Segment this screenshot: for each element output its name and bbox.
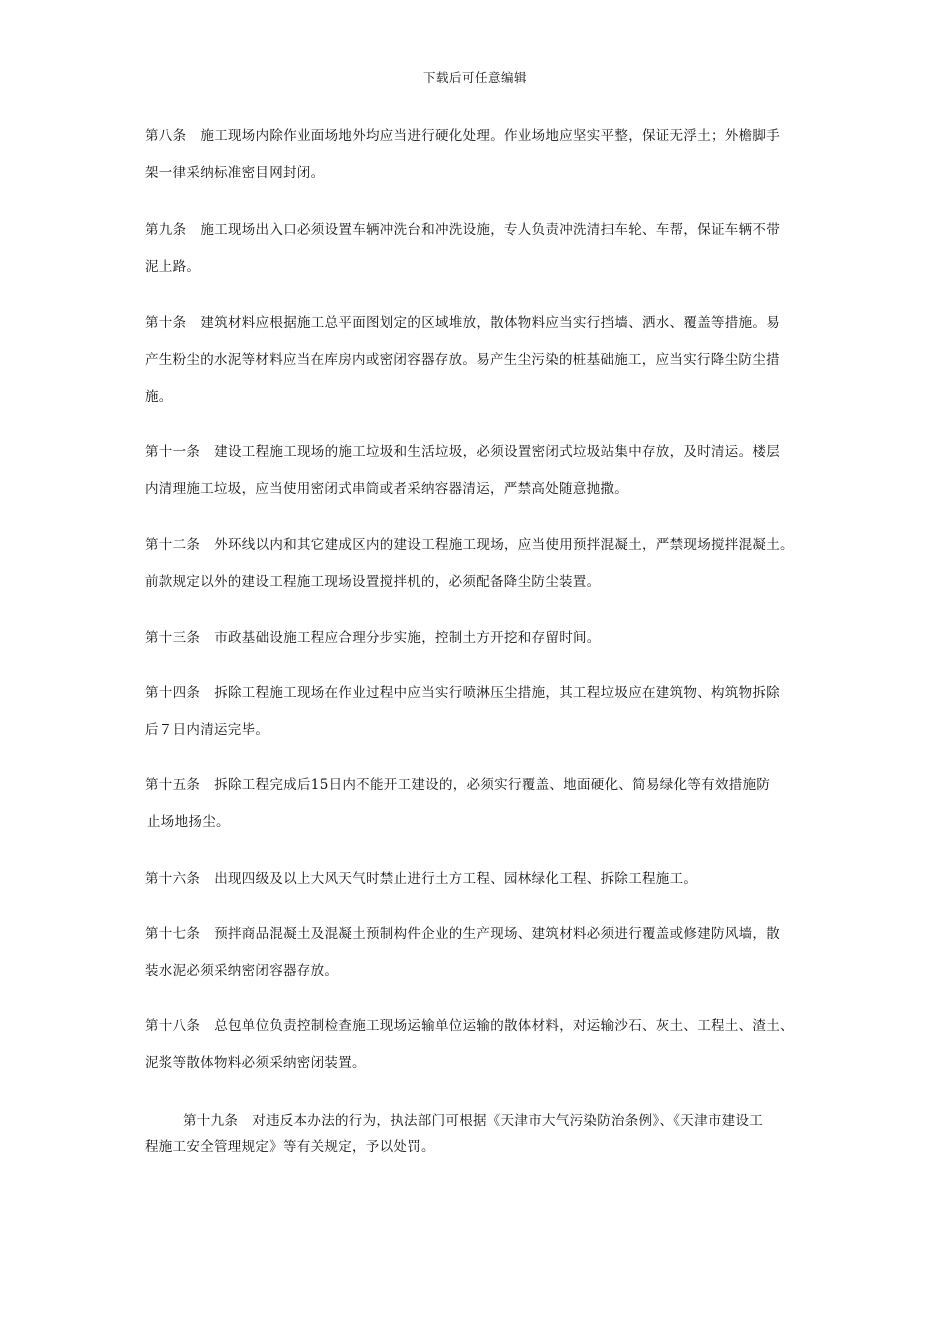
article-text: 施。 (145, 389, 173, 405)
article-text: 架一律采纳标准密目网封闭。 (145, 165, 325, 181)
article-15 (145, 767, 815, 841)
article-text: 施工现场内除作业面场地外均应当进行硬化处理。作业场地应坚实平整，保证无浮土；外檐脚手 (200, 128, 781, 144)
article-text: 出现四级及以上大风天气时禁止进行土方工程、园林绿化工程、拆除工程施工。 (214, 871, 698, 887)
article-number: 第十条 (145, 315, 187, 331)
article-14 (145, 675, 815, 749)
article-13 (145, 620, 815, 657)
article-number: 第八条 (145, 128, 187, 144)
article-text: 泥上路。 (145, 259, 201, 275)
article-number: 第十八条 (145, 1018, 201, 1034)
article-text: 建设工程施工现场的施工垃圾和生活垃圾，必须设置密闭式垃圾站集中存放，及时清运。楼层 (214, 444, 781, 460)
article-text: 产生粉尘的水泥等材料应当在库房内或密闭容器存放。易产生尘污染的桩基础施工，应当实行降尘防尘措 (145, 352, 780, 368)
article-text: 外环线以内和其它建成区内的建设工程施工现场，应当使用预拌混凝土，严禁现场搅拌混凝土。 (214, 537, 794, 553)
article-number: 第十三条 (145, 630, 201, 646)
article-text: 拆除工程施工现场在作业过程中应当实行喷淋压尘措施，其工程垃圾应在建筑物、构筑物拆除 (214, 685, 781, 701)
article-number: 第十二条 (145, 537, 201, 553)
article-8 (145, 118, 815, 192)
article-text: 拆除工程完成后15日内不能开工建设的，必须实行覆盖、地面硬化、简易绿化等有效措施防 (214, 777, 771, 793)
article-text: 市政基础设施工程应合理分步实施，控制土方开挖和存留时间。 (214, 630, 601, 646)
article-18 (145, 1008, 815, 1082)
article-11 (145, 434, 815, 508)
article-number: 第十七条 (145, 926, 201, 942)
article-text: 泥浆等散体物料必须采纳密闭装置。 (145, 1055, 366, 1071)
article-12 (145, 527, 815, 601)
article-text: 施工现场出入口必须设置车辆冲洗台和冲洗设施，专人负责冲洗清扫车轮、车帮，保证车辆不带 (200, 222, 781, 238)
article-number: 第十六条 (145, 871, 201, 887)
article-10 (145, 305, 815, 416)
article-text: 预拌商品混凝土及混凝土预制构件企业的生产现场、建筑材料必须进行覆盖或修建防风墙，散 (214, 926, 781, 942)
article-9 (145, 212, 815, 286)
article-number: 第九条 (145, 222, 187, 238)
article-text: 建筑材料应根据施工总平面图划定的区域堆放，散体物料应当实行挡墙、洒水、覆盖等措施。易 (200, 315, 781, 331)
article-text: 止场地扬尘。 (147, 814, 230, 830)
article-16 (145, 861, 815, 898)
article-text: 前款规定以外的建设工程施工现场设置搅拌机的，必须配备降尘防尘装置。 (145, 574, 601, 590)
article-text: 内清理施工垃圾，应当使用密闭式串筒或者采纳容器清运，严禁高处随意抛撒。 (145, 481, 628, 497)
article-text: 总包单位负责控制检查施工现场运输单位运输的散体材料，对运输沙石、灰土、工程土、渣土、 (214, 1018, 794, 1034)
article-text: 对违反本办法的行为，执法部门可根据《天津市大气污染防治条例》、《天津市建设工 (252, 1113, 764, 1129)
article-number: 第十四条 (145, 685, 201, 701)
article-17 (145, 916, 815, 990)
article-number: 第十五条 (145, 777, 201, 793)
article-19 (145, 1108, 815, 1160)
article-number: 第十九条 (183, 1113, 239, 1129)
article-text: 后７日内清运完毕。 (145, 722, 270, 738)
page-header: 下载后可任意编辑 (422, 70, 527, 85)
article-number: 第十一条 (145, 444, 201, 460)
article-text: 装水泥必须采纳密闭容器存放。 (145, 963, 339, 979)
article-text: 程施工安全管理规定》等有关规定，予以处罚。 (145, 1139, 435, 1155)
